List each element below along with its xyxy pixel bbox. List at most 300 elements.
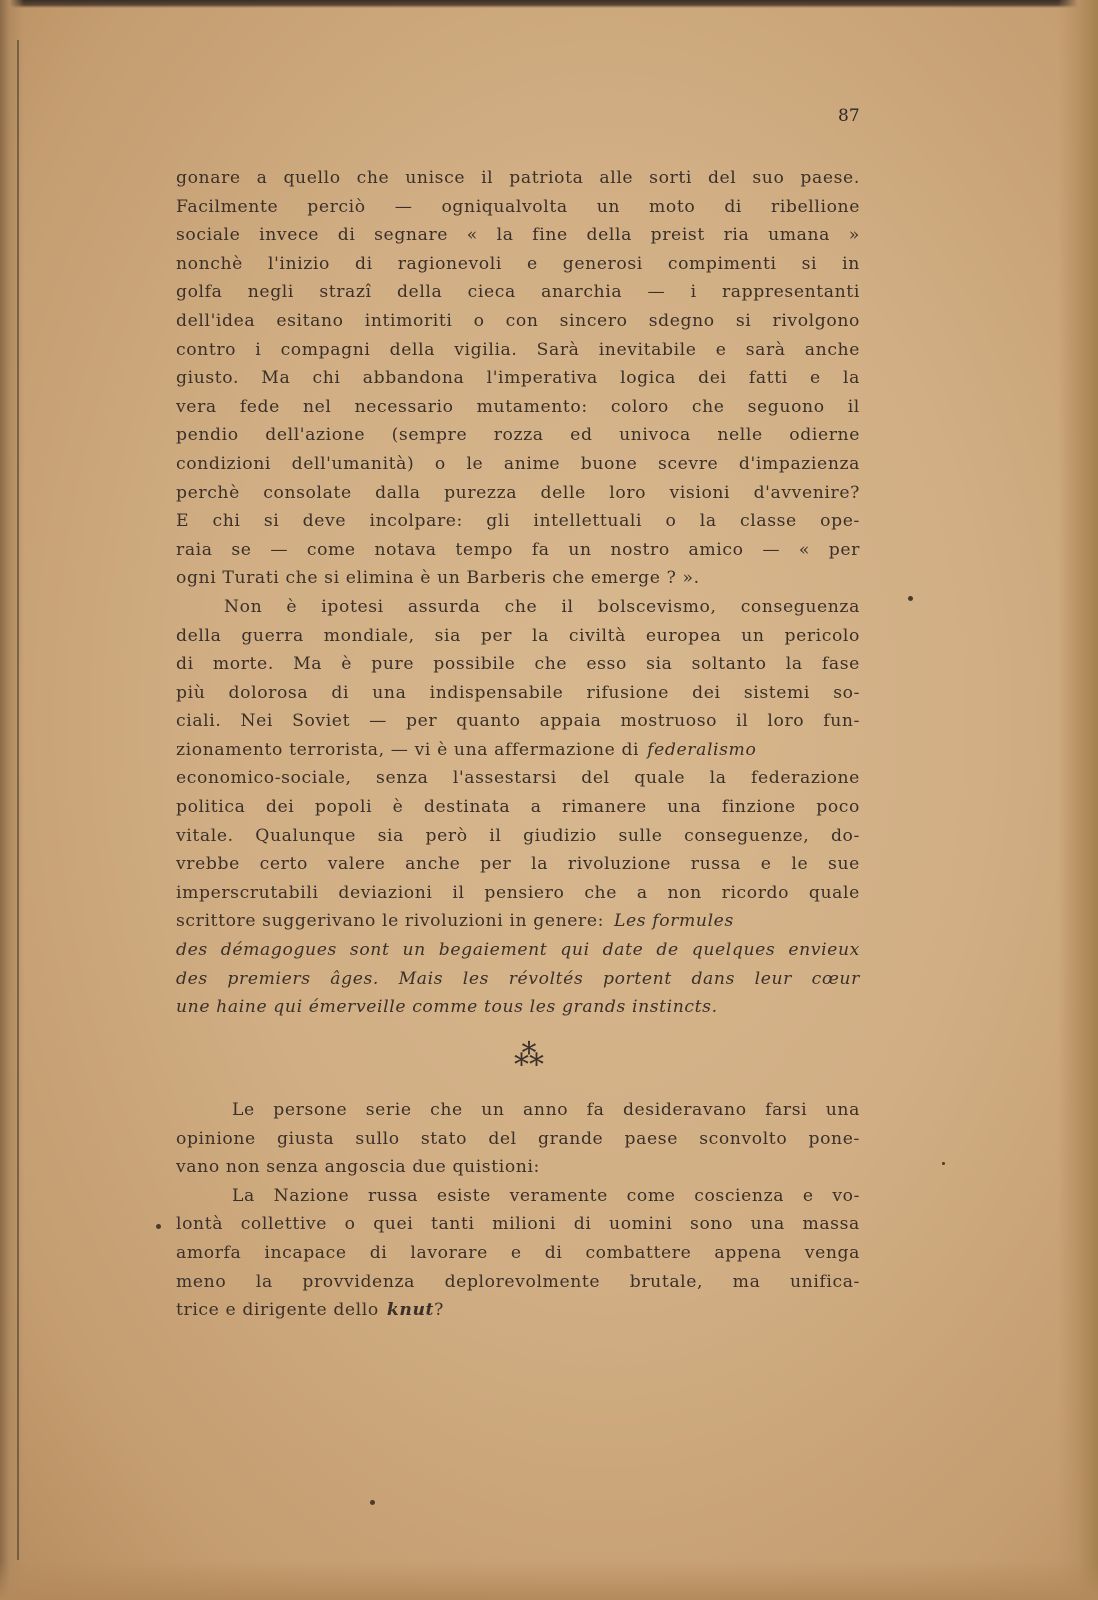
text-line: [176, 593, 860, 622]
word: quanto: [456, 711, 521, 732]
word: è: [392, 797, 404, 818]
word: so-: [833, 682, 860, 703]
word: si: [735, 310, 752, 331]
quote-line: [176, 936, 860, 965]
word: in: [842, 253, 860, 274]
word: anche: [804, 339, 860, 360]
text-line: [176, 1096, 860, 1125]
word: giudizio: [523, 825, 597, 846]
word: di: [724, 196, 743, 217]
scan-bottom-edge: [0, 1560, 1098, 1600]
emphasized-word: federalismo: [647, 739, 757, 760]
word: qui: [560, 940, 590, 961]
word: La: [232, 1185, 255, 1206]
word: morte.: [212, 654, 274, 675]
word: un: [402, 940, 426, 961]
text-line: vano non senza angoscia due quistioni:: [176, 1157, 540, 1178]
word: dei: [692, 682, 721, 703]
word: il: [481, 168, 494, 188]
word: —: [369, 711, 387, 732]
word: vera: [176, 396, 217, 417]
asterism-symbol: ⁂: [514, 1038, 544, 1073]
word: se: [231, 539, 252, 560]
word: ciali.: [176, 711, 222, 732]
quote-line: [176, 965, 860, 994]
word: del: [488, 1128, 517, 1149]
word: necessario: [354, 396, 454, 417]
text-line: [176, 250, 860, 279]
word: notava: [374, 539, 437, 560]
word: purezza: [444, 482, 518, 503]
word: Ma: [261, 368, 291, 389]
text-line: [176, 393, 860, 422]
word: sconvolto: [699, 1128, 788, 1149]
word: di: [331, 682, 350, 703]
word: ragionevoli: [397, 253, 502, 274]
word: poco: [816, 797, 860, 818]
page-number: 87: [838, 106, 860, 126]
word: Non: [224, 596, 263, 617]
word: date: [602, 940, 644, 961]
word: abbandona: [362, 368, 465, 389]
text-line-with-quote: [176, 907, 860, 936]
word: begaiement: [438, 940, 548, 961]
word: odierne: [789, 425, 860, 446]
word: incapace: [264, 1242, 347, 1263]
word: giusto.: [176, 368, 240, 389]
word: i: [690, 282, 697, 303]
word: conseguenza: [740, 596, 860, 617]
word: âges.: [330, 968, 379, 989]
scan-left-edge: [0, 0, 24, 1600]
word: la: [843, 368, 860, 389]
word: Soviet: [292, 711, 351, 732]
word: consolate: [263, 482, 352, 503]
word: dalla: [375, 482, 421, 503]
text-line: [176, 507, 860, 536]
word: de: [656, 940, 679, 961]
emphasized-word: knut: [386, 1300, 435, 1321]
word: valere: [327, 854, 386, 875]
word: chi: [212, 511, 241, 532]
word: è: [341, 654, 353, 675]
word: farsi: [765, 1100, 808, 1120]
text-line: [176, 221, 860, 250]
body-text-upper: [176, 164, 860, 1022]
word: destinata: [423, 797, 511, 818]
word: venga: [804, 1242, 860, 1263]
word: di: [369, 1242, 388, 1263]
text-line: [176, 336, 860, 365]
word: (sempre: [391, 425, 468, 446]
word: e: [715, 339, 727, 360]
word: popoli: [314, 797, 373, 818]
word: lontà: [176, 1214, 224, 1235]
word: d'impazienza: [738, 453, 860, 474]
word: ed: [570, 425, 593, 446]
word: si: [263, 511, 280, 532]
word: civiltà: [568, 625, 627, 646]
page-gutter-line: [17, 40, 19, 1560]
word: sono: [690, 1214, 734, 1235]
word: sont: [349, 940, 390, 961]
word: fa: [531, 539, 550, 560]
word: indispensabile: [429, 682, 564, 703]
word: l'imperativa: [486, 368, 598, 389]
word: possibile: [433, 654, 516, 675]
text-line: [176, 793, 860, 822]
word: una: [372, 682, 407, 703]
word: che: [504, 596, 538, 617]
word: classe: [740, 511, 797, 532]
word: ope-: [820, 511, 860, 532]
word: europea: [645, 625, 722, 646]
end-mark: ?: [434, 1300, 444, 1321]
word: a: [256, 168, 268, 188]
word: coloro: [610, 396, 669, 417]
word: anime: [503, 453, 561, 474]
word: di: [355, 253, 373, 274]
word: strazî: [319, 282, 372, 303]
text-segment: trice e dirigente dello: [176, 1300, 379, 1321]
text-line: [176, 1125, 860, 1154]
word: serie: [365, 1100, 412, 1120]
word: Nei: [240, 711, 274, 732]
word: russa: [367, 1185, 419, 1206]
text-line: [176, 479, 860, 508]
text-segment: zionamento terrorista, — vi è una affermazione di: [176, 739, 640, 760]
word: veramente: [509, 1185, 608, 1206]
word: premiers: [227, 968, 311, 989]
word: conseguenze,: [684, 825, 810, 846]
word: che: [356, 168, 390, 188]
word: della: [176, 625, 222, 646]
word: meno: [176, 1271, 227, 1292]
word: deviazioni: [338, 882, 433, 903]
word: il: [561, 596, 574, 617]
word: raia: [176, 539, 213, 560]
word: e: [526, 253, 538, 274]
word: certo: [259, 854, 308, 875]
word: visioni: [669, 482, 731, 503]
word: rozza: [493, 425, 544, 446]
word: sorti: [649, 168, 692, 188]
word: incolpare:: [369, 511, 463, 532]
word: collettive: [240, 1214, 328, 1235]
text-line: [176, 1182, 860, 1211]
ink-speck: [908, 596, 913, 601]
word: la: [785, 654, 803, 675]
word: russa: [690, 854, 741, 875]
text-line: [176, 164, 860, 193]
word: per: [480, 625, 513, 646]
word: economico-sociale,: [176, 768, 352, 789]
text-line: [176, 421, 860, 450]
word: un: [568, 539, 592, 560]
word: mostruoso: [620, 711, 718, 732]
word: compimenti: [667, 253, 777, 274]
body-text-lower: [176, 1096, 860, 1325]
word: Qualunque: [255, 825, 356, 846]
word: ma: [732, 1271, 761, 1292]
text-line: [176, 679, 860, 708]
word: come: [626, 1185, 676, 1206]
word: la: [496, 225, 514, 246]
word: quello: [283, 168, 341, 188]
word: e: [760, 854, 772, 875]
word: patriota: [509, 168, 584, 188]
word: unisce: [405, 168, 466, 188]
word: alle: [599, 168, 634, 188]
word: stato: [420, 1128, 468, 1149]
word: rivolgono: [772, 310, 860, 331]
word: deplorevolmente: [444, 1271, 601, 1292]
word: ria: [723, 225, 750, 246]
word: massa: [802, 1214, 860, 1235]
word: nonchè: [176, 253, 243, 274]
word: Mais: [398, 968, 444, 989]
word: di: [337, 225, 356, 246]
word: d'avvenire?: [753, 482, 860, 503]
word: che: [691, 396, 725, 417]
word: una: [750, 1214, 785, 1235]
word: moto: [649, 196, 696, 217]
word: —: [762, 539, 781, 560]
word: segnare: [374, 225, 449, 246]
word: do-: [830, 825, 860, 846]
text-line: [176, 307, 860, 336]
word: E: [176, 511, 190, 532]
text-line: [176, 278, 860, 307]
word: che: [430, 1100, 463, 1120]
word: inevitabile: [598, 339, 697, 360]
word: e: [810, 368, 821, 389]
text-line: [176, 1210, 860, 1239]
word: scevre: [658, 453, 719, 474]
word: «: [798, 539, 810, 560]
word: umana: [768, 225, 830, 246]
word: sue: [828, 854, 860, 875]
word: per: [480, 854, 512, 875]
word: les: [462, 968, 490, 989]
word: chi: [312, 368, 341, 389]
text-line: [176, 450, 860, 479]
text-segment: scrittore suggerivano le rivoluzioni in genere:: [176, 911, 605, 932]
word: unifica-: [789, 1271, 860, 1292]
text-line: [176, 193, 860, 222]
word: giusta: [277, 1128, 335, 1149]
word: Nazione: [273, 1185, 350, 1206]
word: pure: [371, 654, 415, 675]
word: esso: [586, 654, 627, 675]
word: appaia: [539, 711, 602, 732]
text-line: [176, 879, 860, 908]
word: fede: [239, 396, 280, 417]
word: il: [489, 825, 502, 846]
word: la: [255, 1271, 273, 1292]
word: assurda: [407, 596, 481, 617]
word: vrebbe: [176, 854, 240, 875]
word: del: [581, 768, 610, 789]
word: anno: [523, 1100, 569, 1120]
word: pensiero: [484, 882, 565, 903]
word: nostro: [610, 539, 670, 560]
word: dell'umanità): [291, 453, 415, 474]
word: dell'azione: [265, 425, 366, 446]
word: di: [573, 1214, 592, 1235]
word: loro: [609, 482, 647, 503]
word: quei: [373, 1214, 414, 1235]
word: negli: [247, 282, 295, 303]
word: cœur: [811, 968, 860, 989]
word: imperscrutabili: [176, 882, 319, 903]
word: —: [270, 539, 289, 560]
word: più: [176, 682, 206, 703]
word: lavorare: [410, 1242, 488, 1263]
word: seguono: [747, 396, 825, 417]
word: rappresentanti: [721, 282, 860, 303]
text-line: [176, 850, 860, 879]
word: rifusione: [586, 682, 669, 703]
word: una: [667, 797, 702, 818]
ink-speck: [156, 1224, 161, 1229]
word: Facilmente: [176, 196, 279, 217]
word: opinione: [176, 1128, 256, 1149]
word: milioni: [492, 1214, 557, 1235]
text-line: [176, 622, 860, 651]
word: univoca: [619, 425, 691, 446]
word: soltanto: [691, 654, 767, 675]
word: provvidenza: [302, 1271, 416, 1292]
word: ribellione: [771, 196, 860, 217]
word: nelle: [717, 425, 763, 446]
word: amorfa: [176, 1242, 242, 1263]
word: buone: [580, 453, 638, 474]
word: mutamento:: [476, 396, 588, 417]
word: con: [505, 310, 539, 331]
text-line: [176, 650, 860, 679]
word: il: [736, 711, 749, 732]
word: gonare: [176, 168, 241, 188]
word: rivoluzione: [567, 854, 671, 875]
word: a: [530, 797, 542, 818]
word: des: [176, 968, 208, 989]
word: come: [306, 539, 356, 560]
word: portent: [603, 968, 672, 989]
word: appena: [714, 1242, 782, 1263]
word: loro: [767, 711, 805, 732]
word: révoltés: [508, 968, 584, 989]
word: invece: [259, 225, 319, 246]
word: pericolo: [784, 625, 860, 646]
word: intimoriti: [364, 310, 453, 331]
word: dolorosa: [228, 682, 309, 703]
word: una: [825, 1100, 860, 1120]
word: desideravano: [622, 1100, 747, 1120]
word: a: [636, 882, 648, 903]
word: l'inizio: [267, 253, 330, 274]
word: il: [452, 882, 465, 903]
word: si: [801, 253, 818, 274]
word: un: [481, 1100, 505, 1120]
word: leur: [754, 968, 792, 989]
word: esiste: [436, 1185, 491, 1206]
word: »: [848, 225, 860, 246]
word: dans: [691, 968, 735, 989]
word: paese: [624, 1128, 678, 1149]
word: fase: [821, 654, 860, 675]
word: o: [665, 511, 677, 532]
word: il: [847, 396, 860, 417]
word: o: [473, 310, 485, 331]
word: Sarà: [536, 339, 580, 360]
word: vigilia.: [454, 339, 518, 360]
word: delle: [540, 482, 586, 503]
word: tempo: [455, 539, 514, 560]
ink-speck: [370, 1500, 375, 1505]
word: vo-: [832, 1185, 860, 1206]
word: gli: [486, 511, 511, 532]
word: intellettuali: [533, 511, 643, 532]
text-line: ogni Turati che si elimina è un Barberis che emerge ? ».: [176, 568, 700, 589]
word: fun-: [823, 711, 860, 732]
word: la: [531, 625, 549, 646]
scan-right-edge: [1058, 0, 1098, 1600]
word: ipotesi: [321, 596, 384, 617]
text-line: [176, 1239, 860, 1268]
word: des: [176, 940, 208, 961]
quote-segment: Les formules: [614, 911, 734, 932]
word: per: [406, 711, 438, 732]
word: dei: [265, 797, 295, 818]
word: grande: [538, 1128, 604, 1149]
word: però: [425, 825, 468, 846]
word: coscienza: [694, 1185, 785, 1206]
ink-speck: [942, 1162, 945, 1165]
word: federazione: [751, 768, 860, 789]
text-line-with-emphasis: [176, 736, 860, 765]
word: che: [584, 882, 617, 903]
word: nel: [302, 396, 332, 417]
text-line: [176, 707, 860, 736]
word: di: [544, 1242, 563, 1263]
word: condizioni: [176, 453, 272, 474]
word: generosi: [562, 253, 643, 274]
word: «: [466, 225, 478, 246]
word: ogniqualvolta: [441, 196, 568, 217]
word: paese.: [800, 168, 860, 188]
word: amico: [688, 539, 744, 560]
word: sociale: [176, 225, 241, 246]
word: esitano: [276, 310, 344, 331]
word: dell'idea: [176, 310, 256, 331]
word: perchè: [176, 482, 240, 503]
word: ricordo: [721, 882, 790, 903]
word: sarà: [745, 339, 786, 360]
word: è: [286, 596, 298, 617]
word: —: [394, 196, 413, 217]
word: uomini: [609, 1214, 673, 1235]
word: tanti: [430, 1214, 475, 1235]
word: la: [699, 511, 717, 532]
word: l'assestarsi: [452, 768, 557, 789]
word: vitale.: [176, 825, 234, 846]
word: del: [707, 168, 737, 188]
word: sia: [377, 825, 404, 846]
word: senza: [376, 768, 429, 789]
section-separator: [504, 1036, 554, 1076]
word: Le: [232, 1100, 255, 1120]
